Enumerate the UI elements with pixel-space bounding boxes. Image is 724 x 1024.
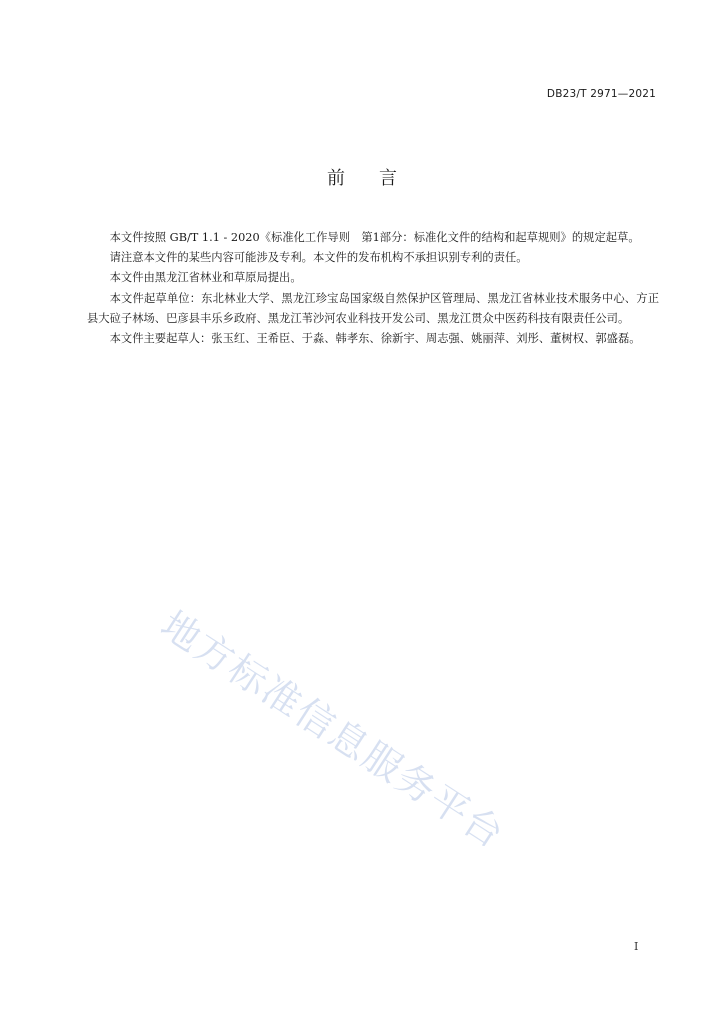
document-code: DB23/T 2971—2021 xyxy=(546,88,656,100)
paragraph-proposer: 本文件由黑龙江省林业和草原局提出。 xyxy=(109,271,302,285)
page-title: 前言 xyxy=(327,168,431,189)
paragraph-drafters: 本文件主要起草人：张玉红、王希臣、于淼、韩孝东、徐新宇、周志强、姚丽萍、刘彤、董树权、郭盛磊。 xyxy=(109,332,641,346)
paragraph-drafting-rules: 本文件按照 GB/T 1.1 - 2020《标准化工作导则 第1部分：标准化文件的结构和起草规则》的规定起草。 xyxy=(109,231,640,244)
page-number: I xyxy=(634,940,639,953)
foreword-body xyxy=(87,228,659,349)
paragraph-drafting-units: 本文件起草单位：东北林业大学、黑龙江珍宝岛国家级自然保护区管理局、黑龙江省林业技术服务中心、方正县大砬子林场、巴彦县丰乐乡政府、黑龙江苇沙河农业科技开发公司、黑龙江贯众中医药科技有限责任公司。 xyxy=(87,291,659,325)
watermark: 地方标准信息服务平台 xyxy=(153,602,513,858)
paragraph-patent-notice: 请注意本文件的某些内容可能涉及专利。本文件的发布机构不承担识别专利的责任。 xyxy=(109,251,528,265)
